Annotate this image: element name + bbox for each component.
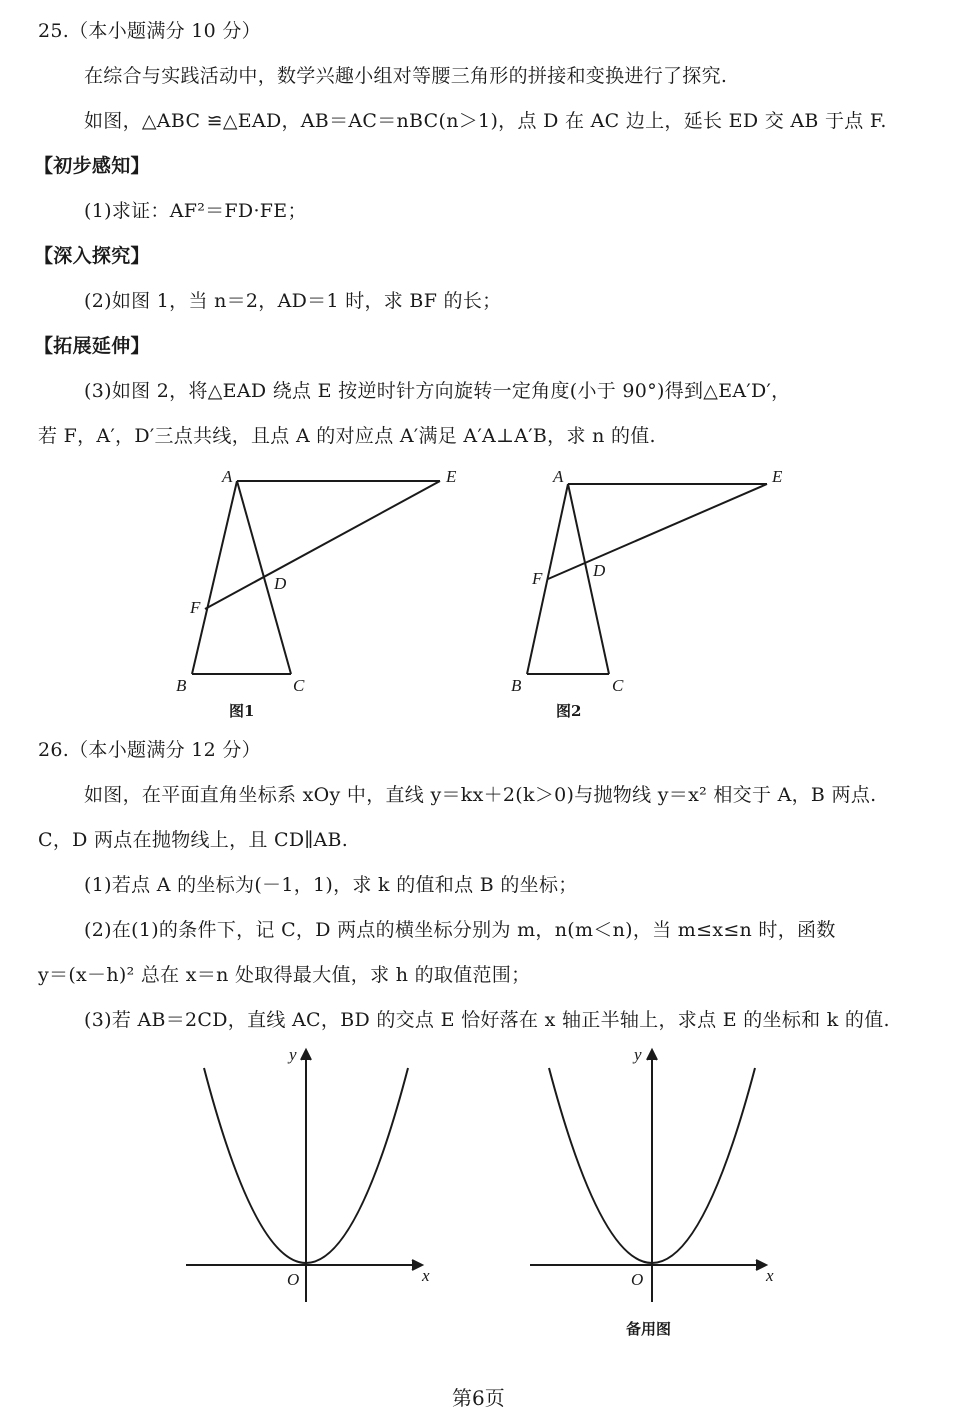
q26-given-b: C，D 两点在抛物线上，且 CD∥AB. — [38, 829, 349, 851]
graph2-y-arrow — [647, 1050, 657, 1060]
fig1-label-b: B — [176, 676, 187, 694]
graph2-x-label: x — [766, 1266, 774, 1285]
fig1-label-a: A — [222, 467, 233, 486]
q25-given: 如图，△ABC ≌△EAD，AB＝AC＝nBC(n＞1)，点 D 在 AC 边上，延长 ED 交 AB 于点 F. — [84, 110, 887, 132]
fig1-caption: 图1 — [229, 702, 255, 720]
graph1-x-arrow — [412, 1260, 422, 1270]
q25-header: 25.（本小题满分 10 分） — [38, 20, 261, 42]
fig1-label-f: F — [190, 598, 201, 617]
q26-part-1: (1)若点 A 的坐标为(－1，1)，求 k 的值和点 B 的坐标； — [84, 874, 578, 896]
parabola-graph-2 — [525, 1045, 795, 1305]
q26-part-3: (3)若 AB＝2CD，直线 AC，BD 的交点 E 恰好落在 x 轴正半轴上，求点 E 的坐标和 k 的值. — [84, 1009, 890, 1031]
fig2-label-b: B — [511, 676, 522, 694]
fig2-edge-ef — [548, 484, 767, 579]
fig2-label-f: F — [532, 569, 543, 588]
q25-section-3: 【拓展延伸】 — [34, 335, 150, 357]
fig2-label-c: C — [612, 676, 624, 694]
q25-section-2: 【深入探究】 — [34, 245, 150, 267]
graph1-x-label: x — [422, 1266, 430, 1285]
graph1-y-label: y — [289, 1045, 297, 1064]
page-number: 第6页 — [452, 1386, 505, 1410]
fig2-label-e: E — [772, 467, 783, 486]
fig2-label-a: A — [553, 467, 564, 486]
graph1-origin-label: O — [287, 1270, 300, 1289]
fig1-label-d: D — [274, 574, 287, 593]
q26-part-2b: y＝(x－h)² 总在 x＝n 处取得最大值，求 h 的取值范围； — [38, 964, 531, 986]
q25-part-1: (1)求证：AF²＝FD·FE； — [84, 200, 307, 222]
fig1-edge-ef — [205, 481, 440, 609]
fig1-edge-ab — [192, 481, 237, 674]
q25-part-3b: 若 F，A′，D′三点共线，且点 A 的对应点 A′满足 A′A⊥A′B，求 n 的值. — [38, 425, 656, 447]
q25-part-2: (2)如图 1，当 n＝2，AD＝1 时，求 BF 的长； — [84, 290, 502, 312]
figure-2 — [505, 462, 805, 694]
fig1-label-c: C — [293, 676, 305, 694]
fig2-label-d: D — [593, 561, 606, 580]
graph2-y-label: y — [634, 1045, 642, 1064]
fig1-label-e: E — [446, 467, 457, 486]
q26-given-a: 如图，在平面直角坐标系 xOy 中，直线 y＝kx＋2(k＞0)与抛物线 y＝x² 相交于 A，B 两点. — [84, 784, 877, 806]
figure-1 — [170, 462, 470, 694]
q26-part-2a: (2)在(1)的条件下，记 C，D 两点的横坐标分别为 m，n(m＜n)，当 m≤x≤n 时，函数 — [84, 919, 836, 941]
graph1-y-arrow — [301, 1050, 311, 1060]
q25-intro: 在综合与实践活动中，数学兴趣小组对等腰三角形的拼接和变换进行了探究. — [84, 65, 728, 87]
parabola-graph-1 — [180, 1045, 450, 1305]
q26-header: 26.（本小题满分 12 分） — [38, 739, 261, 761]
q25-part-3a: (3)如图 2，将△EAD 绕点 E 按逆时针方向旋转一定角度(小于 90°)得到△EA′D′， — [84, 380, 791, 402]
fig2-caption: 图2 — [556, 702, 582, 720]
graph2-caption: 备用图 — [626, 1320, 672, 1338]
graph2-x-arrow — [756, 1260, 766, 1270]
graph2-origin-label: O — [631, 1270, 644, 1289]
q25-section-1: 【初步感知】 — [34, 155, 150, 177]
